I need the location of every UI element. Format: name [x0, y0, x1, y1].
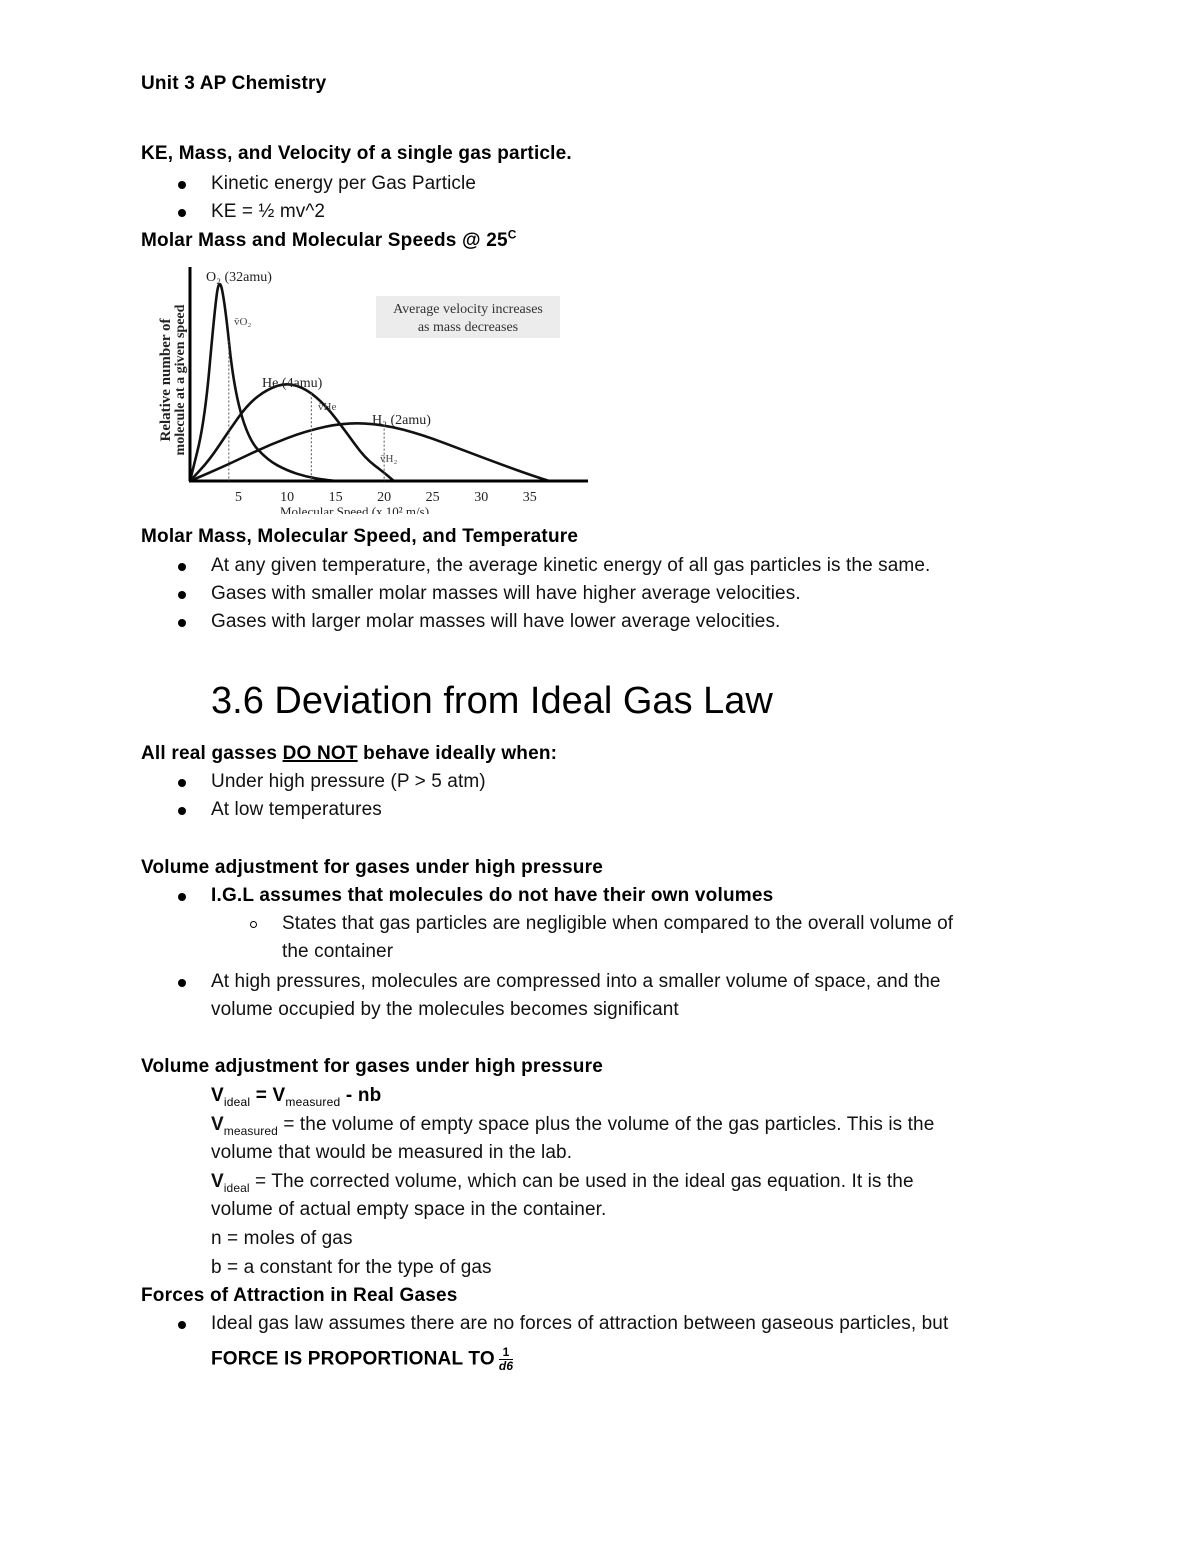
- y-axis-label-line1: Relative number of: [158, 318, 174, 442]
- curve-label-h2: H₂ (2amu): [372, 413, 431, 428]
- definition-continued: volume that would be measured in the lab.: [211, 1142, 573, 1163]
- x-axis-label: Molecular Speed (x 10² m/s): [280, 504, 430, 514]
- chart-svg: [140, 262, 590, 514]
- bullet-icon: [178, 181, 186, 189]
- x-tick-label: 35: [522, 490, 537, 505]
- section-title-volume-adjustment-2: Volume adjustment for gases under high pressure: [141, 1056, 603, 1077]
- section-title-real-gasses: All real gasses DO NOT behave ideally when:: [141, 743, 558, 764]
- annotation-line1: Average velocity increases: [393, 302, 543, 317]
- definition-n: n = moles of gas: [211, 1228, 353, 1249]
- x-tick-label: 20: [377, 490, 392, 505]
- list-item: Ideal gas law assumes there are no forces of attraction between gaseous particles, but: [211, 1313, 949, 1334]
- bullet-icon: [178, 807, 186, 815]
- list-item-continued: the container: [282, 941, 394, 962]
- document-header: Unit 3 AP Chemistry: [141, 73, 327, 94]
- definition-b: b = a constant for the type of gas: [211, 1257, 492, 1278]
- x-tick-label: 25: [425, 490, 440, 505]
- x-tick-label: 5: [235, 490, 243, 505]
- bullet-icon: [178, 979, 186, 987]
- list-item: KE = ½ mv^2: [211, 201, 326, 222]
- x-tick-label: 15: [328, 490, 343, 505]
- section-title-ke: KE, Mass, and Velocity of a single gas particle.: [141, 143, 572, 164]
- list-item-continued: volume occupied by the molecules becomes significant: [211, 999, 679, 1020]
- curve-h2: [190, 423, 549, 481]
- x-tick-label: 30: [474, 490, 489, 505]
- curve-label-he: He (4amu): [262, 376, 323, 391]
- bullet-icon: [178, 563, 186, 571]
- vbar-label-h2: v̄H₂: [380, 453, 398, 465]
- list-item: At high pressures, molecules are compressed into a smaller volume of space, and the: [211, 971, 941, 992]
- section-title-molar-mass-speeds: Molar Mass and Molecular Speeds @ $25^C$: [141, 227, 517, 251]
- section-title-volume-adjustment: Volume adjustment for gases under high pressure: [141, 857, 603, 878]
- fraction: $\frac{1}{d6}$: [498, 1345, 514, 1373]
- bullet-icon: [178, 1321, 186, 1329]
- equation-videal: $V_{ideal} = V_{measured}$ - nb: [211, 1085, 382, 1109]
- section-title-forces: Forces of Attraction in Real Gases: [141, 1285, 458, 1306]
- speed-distribution-chart: [140, 262, 590, 520]
- vbar-label-he: v̄He: [318, 401, 337, 413]
- x-tick-label: 10: [280, 490, 295, 505]
- definition-continued: volume of actual empty space in the container.: [211, 1199, 607, 1220]
- bullet-icon: [178, 779, 186, 787]
- list-item: At low temperatures: [211, 799, 382, 820]
- list-item: Gases with larger molar masses will have lower average velocities.: [211, 611, 781, 632]
- list-item: Gases with smaller molar masses will have higher average velocities.: [211, 583, 801, 604]
- definition-vmeasured: $V_{measured}$ = the volume of empty space plus the volume of the gas particles. This is the: [211, 1114, 935, 1138]
- bullet-icon: [178, 209, 186, 217]
- sub-bullet-icon: [250, 921, 257, 928]
- curve-label-o2: O₂ (32amu): [206, 270, 272, 285]
- definition-videal: $V_{ideal}$ = The corrected volume, which can be used in the ideal gas equation. It is the: [211, 1171, 914, 1195]
- list-item: I.G.L assumes that molecules do not have their own volumes: [211, 885, 774, 906]
- bullet-icon: [178, 591, 186, 599]
- vbar-label-o2: v̄O₂: [234, 316, 252, 328]
- force-proportional-statement: FORCE IS PROPORTIONAL TO $\frac{1}{d6}$: [211, 1345, 514, 1373]
- bullet-icon: [178, 619, 186, 627]
- page-heading-deviation: 3.6 Deviation from Ideal Gas Law: [211, 680, 773, 722]
- list-item: Under high pressure (P > 5 atm): [211, 771, 486, 792]
- list-item: Kinetic energy per Gas Particle: [211, 173, 476, 194]
- section-title-temperature: Molar Mass, Molecular Speed, and Temperature: [141, 526, 579, 547]
- list-item: At any given temperature, the average kinetic energy of all gas particles is the same.: [211, 555, 931, 576]
- y-axis-label-line2: molecule at a given speed: [173, 304, 188, 456]
- annotation-line2: as mass decreases: [417, 320, 519, 335]
- list-item: States that gas particles are negligible when compared to the overall volume of: [282, 913, 954, 934]
- bullet-icon: [178, 893, 186, 901]
